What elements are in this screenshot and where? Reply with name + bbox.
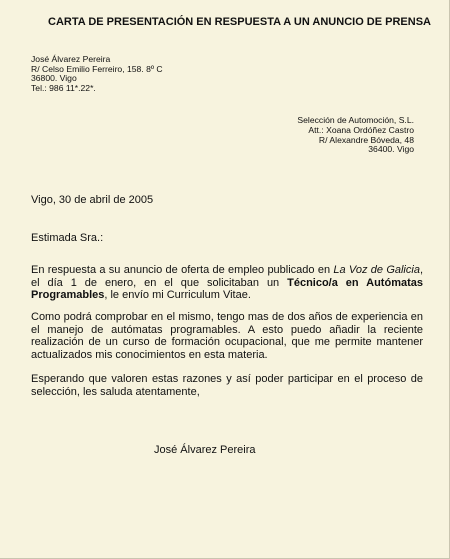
greeting: Estimada Sra.:: [31, 232, 104, 244]
recipient-address: R/ Alexandre Bóveda, 48: [318, 134, 414, 145]
job-position: Técnico/a en Autómatas Programables: [31, 276, 423, 302]
recipient-city: 36400. Vigo: [368, 144, 414, 155]
letter-date: Vigo, 30 de abril de 2005: [31, 194, 154, 206]
recipient-block: [297, 116, 414, 155]
body-paragraph-1: [31, 264, 423, 302]
paragraph-1-text-c: , le envío mi Curriculum Vitae.: [104, 289, 251, 302]
sender-city: 36800. Vigo: [31, 73, 77, 84]
letter-title: CARTA DE PRESENTACIÓN EN RESPUESTA A UN ANUNCIO DE PRENSA: [48, 16, 431, 28]
paragraph-1-text-b: , el día 1 de enero, en el que solicitaban un: [31, 264, 424, 289]
body-paragraph-2: Como podrá comprobar en el mismo, tengo mas de dos años de experiencia en el manejo de autómatas programables. A esto puedo añadir la reciente realización de un curso de formación ocupacional, que me permite mantener actualizados mis conocimientos en esta materia.: [31, 311, 423, 361]
recipient-company: Selección de Automoción, S.L.: [297, 115, 414, 125]
newspaper-name: La Voz de Galicia: [333, 264, 420, 276]
sender-address: R/ Celso Emilio Ferreiro, 158. 8º C: [31, 63, 163, 74]
sender-phone: Tel.: 986 11*.22*.: [31, 82, 96, 93]
paragraph-1-text-a: En respuesta a su anuncio de oferta de empleo publicado en: [31, 264, 334, 276]
signature: José Álvarez Pereira: [154, 444, 256, 456]
sender-name: José Álvarez Pereira: [31, 54, 111, 64]
sender-block: [31, 55, 163, 93]
recipient-attention: Att.: Xoana Ordóñez Castro: [308, 124, 414, 135]
body-paragraph-3: Esperando que valoren estas razones y así poder participar en el proceso de selección, les saluda atentamente,: [31, 373, 423, 398]
